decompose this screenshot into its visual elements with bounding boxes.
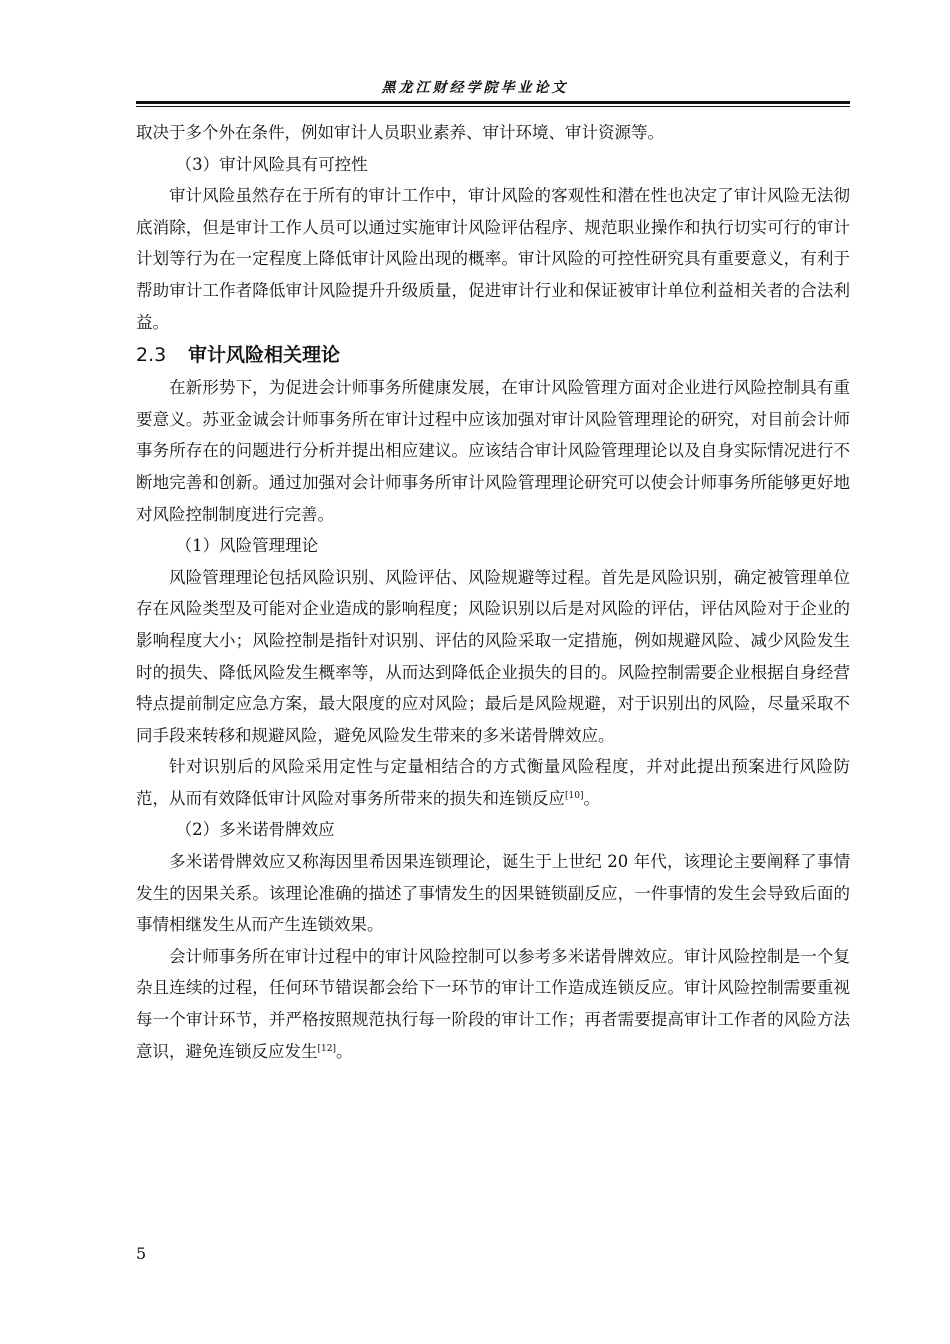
paragraph-section-intro: 在新形势下，为促进会计师事务所健康发展，在审计风险管理方面对企业进行风险控制具有重要意义。苏亚金诚会计师事务所在审计过程中应该加强对审计风险管理理论的研究，对目前会计师事务所存在的问题进行分析并提出相应建议。应该结合审计风险管理理论以及自身实际情况进行不断地完善和创新。通过加强对会计师事务所审计风险管理理论研究可以使会计师事务所能够更好地对风险控制制度进行完善。 bbox=[136, 378, 850, 524]
page-number: 5 bbox=[136, 1244, 147, 1263]
header-rule-thin bbox=[136, 106, 850, 107]
header-rule-thick bbox=[136, 101, 850, 104]
paragraph-controllability: 审计风险虽然存在于所有的审计工作中，审计风险的客观性和潜在性也决定了审计风险无法彻底消除，但是审计工作人员可以通过实施审计风险评估程序、规范职业操作和执行切实可行的审计计划等行为在一定程度上降低审计风险出现的概率。审计风险的可控性研究具有重要意义，有利于帮助审计工作者降低审计风险提升升级质量，促进审计行业和保证被审计单位利益相关者的合法利益。 bbox=[136, 186, 850, 332]
subheading-controllability: （3）审计风险具有可控性 bbox=[175, 154, 368, 174]
citation-10: [10] bbox=[565, 790, 584, 801]
paragraph-text: 会计师事务所在审计过程中的审计风险控制可以参考多米诺骨牌效应。审计风险控制是一个复杂且连续的过程，任何环节错误都会给下一环节的审计工作造成连锁反应。审计风险控制需要重视每一个审计环节，并严格按照规范执行每一阶段的审计工作；再者需要提高审计工作者的风险方法意识，避免连锁反应发生 bbox=[136, 946, 850, 1061]
section-number: 2.3 bbox=[136, 344, 167, 367]
paragraph-end: 。 bbox=[583, 788, 600, 808]
subheading-domino-effect: （2）多米诺骨牌效应 bbox=[175, 820, 335, 840]
paragraph-end: 。 bbox=[335, 1041, 353, 1061]
paragraph-continued: 取决于多个外在条件，例如审计人员职业素养、审计环境、审计资源等。 bbox=[136, 123, 664, 142]
citation-12: [12] bbox=[317, 1043, 336, 1054]
paragraph-domino-definition: 多米诺骨牌效应又称海因里希因果连锁理论，诞生于上世纪 20 年代，该理论主要阐释了事情发生的因果关系。该理论准确的描述了事情发生的因果链锁副反应，一件事情的发生会导致后面的事情相继发生从而产生连锁效果。 bbox=[136, 852, 850, 935]
paragraph-text: 针对识别后的风险采用定性与定量相结合的方式衡量风险程度，并对此提出预案进行风险防范，从而有效降低审计风险对事务所带来的损失和连锁反应 bbox=[136, 757, 850, 808]
subheading-risk-management: （1）风险管理理论 bbox=[175, 536, 319, 556]
section-heading bbox=[136, 338, 850, 372]
paragraph-risk-measurement bbox=[136, 751, 850, 814]
paragraph-domino-application bbox=[136, 941, 850, 1067]
running-header-title: 黑龙江财经学院毕业论文 bbox=[381, 80, 569, 96]
paragraph-risk-management: 风险管理理论包括风险识别、风险评估、风险规避等过程。首先是风险识别，确定被管理单位存在风险类型及可能对企业造成的影响程度；风险识别以后是对风险的评估，评估风险对于企业的影响程度大小；风险控制是指针对识别、评估的风险采取一定措施，例如规避风险、减少风险发生时的损失、降低风险发生概率等，从而达到降低企业损失的目的。风险控制需要企业根据自身经营特点提前制定应急方案，最大限度的应对风险；最后是风险规避，对于识别出的风险，尽量采取不同手段来转移和规避风险，避免风险发生带来的多米诺骨牌效应。 bbox=[136, 567, 850, 745]
section-title: 审计风险相关理论 bbox=[188, 344, 341, 367]
page-body bbox=[136, 117, 850, 1067]
